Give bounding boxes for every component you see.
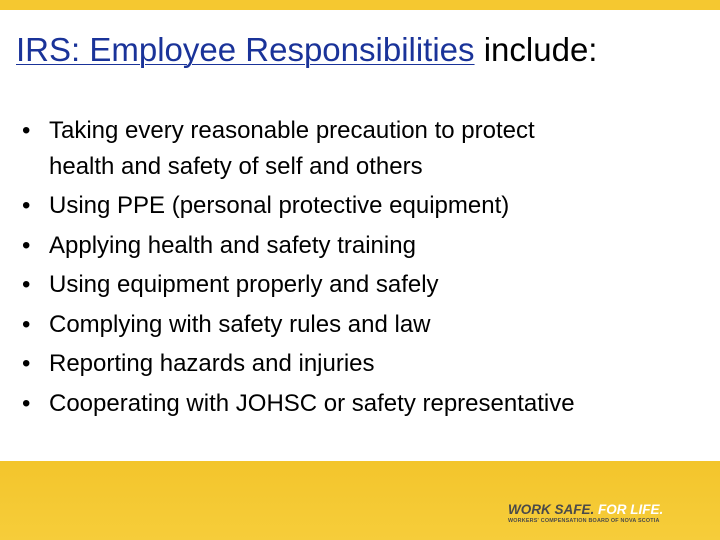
slide-title — [16, 30, 597, 70]
top-accent-bar — [0, 0, 720, 10]
bullet-text: Cooperating with JOHSC or safety representative — [49, 389, 575, 417]
bullet-text: Reporting hazards and injuries — [49, 350, 375, 377]
bullet-text: Using equipment properly and safely — [49, 271, 439, 298]
bullet-text: Taking every reasonable precaution to protect — [49, 117, 535, 144]
bullet-text: Complying with safety rules and law — [49, 310, 431, 338]
list-item — [22, 226, 682, 266]
bullet-icon: • — [22, 310, 31, 338]
bullet-icon: • — [22, 350, 31, 377]
footer-bar — [0, 461, 720, 540]
title-link[interactable]: IRS: Employee Responsibilities — [16, 31, 475, 68]
list-item — [22, 344, 682, 384]
bullet-text: Applying health and safety training — [49, 231, 416, 259]
list-item — [22, 186, 682, 226]
list-item — [22, 111, 682, 186]
bullet-text: Using PPE (personal protective equipment) — [49, 192, 510, 219]
logo-wordmark-part2: FOR LIFE. — [594, 502, 664, 517]
bullet-icon: • — [22, 192, 31, 219]
logo-wordmark — [508, 503, 698, 517]
wcb-logo — [508, 503, 698, 525]
logo-subtitle: WORKERS' COMPENSATION BOARD OF NOVA SCOTIA — [508, 518, 660, 524]
list-item — [22, 305, 682, 345]
title-suffix: include: — [474, 31, 598, 68]
bullet-icon: • — [22, 389, 31, 417]
logo-wordmark-part1: WORK SAFE. — [508, 502, 595, 517]
bullet-icon: • — [22, 271, 31, 298]
list-item — [22, 384, 682, 424]
bullet-icon: • — [22, 231, 31, 259]
bullet-text-continuation: health and safety of self and others — [49, 152, 423, 180]
list-item — [22, 265, 682, 305]
bullet-list — [22, 111, 682, 423]
bullet-icon: • — [22, 117, 31, 144]
